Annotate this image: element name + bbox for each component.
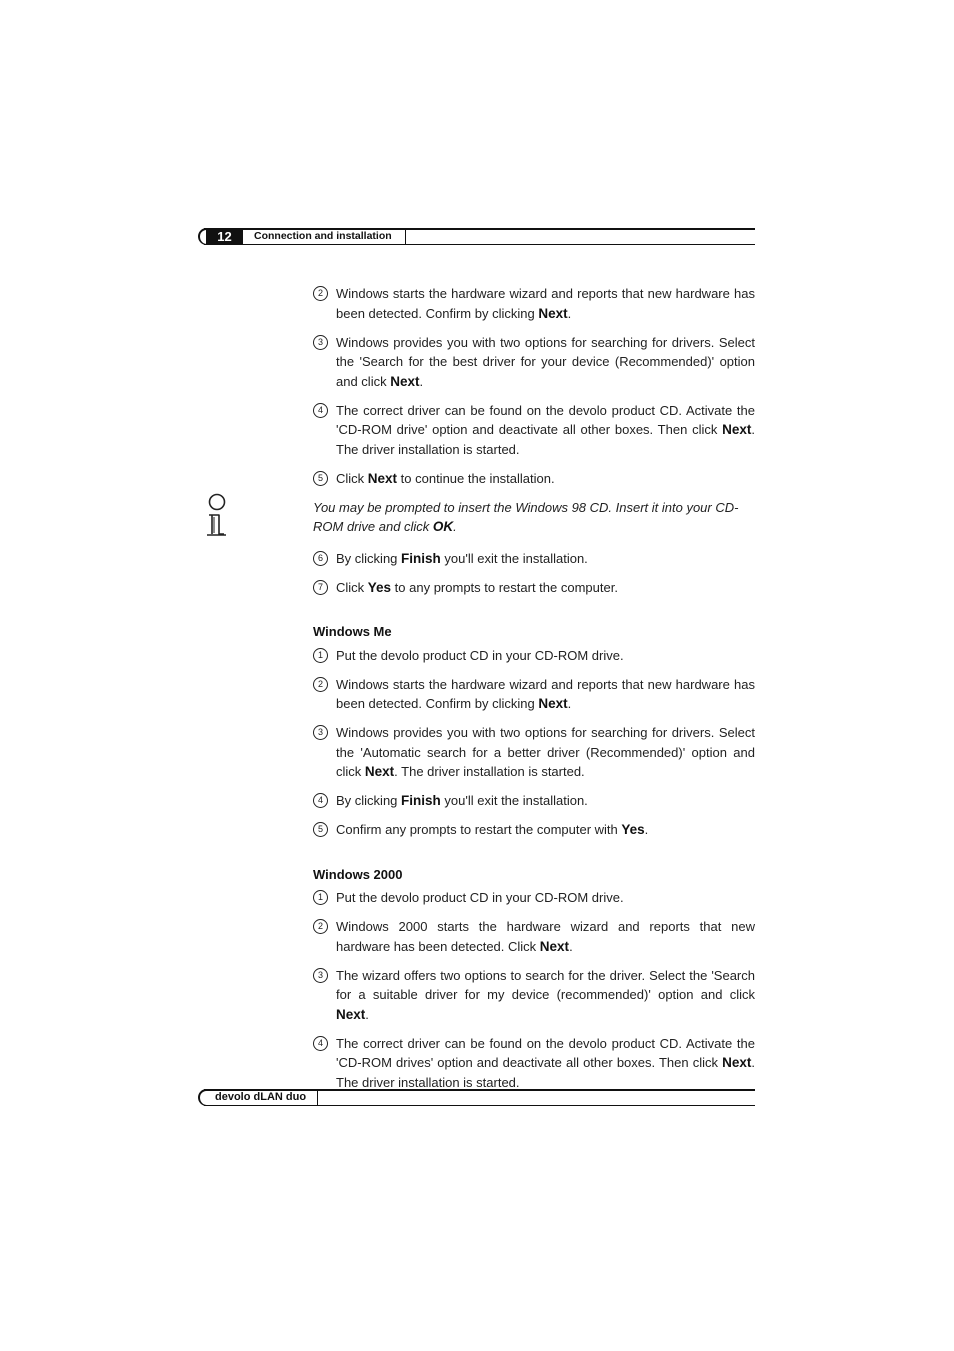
step-item	[313, 675, 755, 714]
step-text: Put the devolo product CD in your CD-ROM drive.	[336, 890, 624, 905]
step-item	[313, 1034, 755, 1093]
intro-steps	[313, 284, 755, 488]
step-item	[313, 791, 755, 811]
step-number-badge: 5	[313, 471, 328, 486]
step-item	[313, 578, 755, 598]
step-text: Click Yes to any prompts to restart the computer.	[336, 579, 618, 595]
step-text: By clicking Finish you'll exit the installation.	[336, 793, 588, 808]
os-sections	[313, 622, 755, 1092]
ui-label-emphasis: Finish	[401, 793, 441, 808]
page-number: 12	[206, 228, 243, 245]
step-text: By clicking Finish you'll exit the installation.	[336, 550, 588, 566]
ui-label-emphasis: OK	[432, 519, 454, 534]
page-footer	[198, 1089, 755, 1107]
step-text: Windows starts the hardware wizard and reports that new hardware has been detected. Confirm by clicking Next.	[336, 676, 755, 711]
ui-label-emphasis: Next	[538, 305, 568, 321]
ui-label-emphasis: Next	[538, 696, 568, 711]
section-heading: Windows Me	[313, 624, 392, 639]
step-item	[313, 646, 755, 666]
step-text: Windows provides you with two options for searching for drivers. Select the 'Automatic search for a better driver (Recommended)' option and click Next. The driver installation is started.	[336, 725, 755, 779]
step-text: Windows provides you with two options for searching for drivers. Select the 'Search for the best driver for your device (Recommended)' option and click Next.	[336, 334, 755, 389]
step-text: Confirm any prompts to restart the computer with Yes.	[336, 822, 649, 837]
ui-label-emphasis: Next	[390, 373, 420, 389]
step-number-badge: 3	[313, 335, 328, 350]
step-number-badge: 6	[313, 551, 328, 566]
ui-label-emphasis: Next	[364, 764, 395, 779]
step-number-badge: 4	[313, 403, 328, 418]
footer-separator	[317, 1091, 318, 1105]
step-number-badge: 3	[313, 968, 328, 983]
step-number-badge: 7	[313, 580, 328, 595]
step-number-badge: 4	[313, 793, 328, 808]
step-item	[313, 723, 755, 782]
main-content	[313, 284, 755, 1102]
step-item	[313, 549, 755, 569]
ui-label-emphasis: Next	[367, 470, 398, 486]
ui-label-emphasis: Finish	[401, 550, 441, 566]
step-text: The correct driver can be found on the devolo product CD. Activate the 'CD-ROM drive' option and deactivate all other boxes. Then click Next. The driver installation is started.	[336, 402, 755, 457]
ui-label-emphasis: Yes	[367, 579, 392, 595]
step-item	[313, 888, 755, 908]
step-item	[313, 820, 755, 840]
step-text: Put the devolo product CD in your CD-ROM drive.	[336, 647, 624, 663]
step-text: Click Next to continue the installation.	[336, 470, 555, 486]
ui-label-emphasis: Next	[722, 422, 752, 437]
after-note-steps	[313, 549, 755, 598]
ui-label-emphasis: Next	[722, 1055, 752, 1070]
step-item	[313, 333, 755, 392]
step-number-badge: 1	[313, 890, 328, 905]
step-number-badge: 2	[313, 919, 328, 934]
step-number-badge: 2	[313, 677, 328, 692]
step-number-badge: 2	[313, 286, 328, 301]
step-text: Windows 2000 starts the hardware wizard and reports that new hardware has been detected. Click Next.	[336, 919, 755, 954]
page-header	[198, 228, 755, 246]
step-number-badge: 4	[313, 1036, 328, 1051]
footer-bracket	[198, 1089, 212, 1106]
ui-label-emphasis: Yes	[621, 822, 645, 837]
info-icon	[204, 493, 230, 539]
step-text: The correct driver can be found on the devolo product CD. Activate the 'CD-ROM drives' option and deactivate all other boxes. Then click Next. The driver installation is started.	[336, 1035, 755, 1090]
step-text: The wizard offers two options to search for the driver. Select the 'Search for a suitable driver for my device (recommended)' option and click Next.	[336, 967, 755, 1022]
step-item	[313, 469, 755, 489]
step-number-badge: 5	[313, 822, 328, 837]
ui-label-emphasis: Next	[539, 938, 570, 954]
section-title: Connection and installation	[254, 230, 392, 242]
step-item	[313, 284, 755, 323]
step-number-badge: 3	[313, 725, 328, 740]
step-item	[313, 917, 755, 956]
section-heading: Windows 2000	[313, 866, 403, 882]
step-number-badge: 1	[313, 648, 328, 663]
ui-label-emphasis: Next	[336, 1006, 366, 1022]
step-item	[313, 401, 755, 460]
step-text: Windows starts the hardware wizard and reports that new hardware has been detected. Confirm by clicking Next.	[336, 286, 755, 321]
header-separator	[405, 230, 406, 244]
step-item	[313, 966, 755, 1025]
note-text: You may be prompted to insert the Windows 98 CD. Insert it into your CD-ROM drive and click OK.	[313, 499, 739, 534]
product-name: devolo dLAN duo	[215, 1091, 307, 1103]
